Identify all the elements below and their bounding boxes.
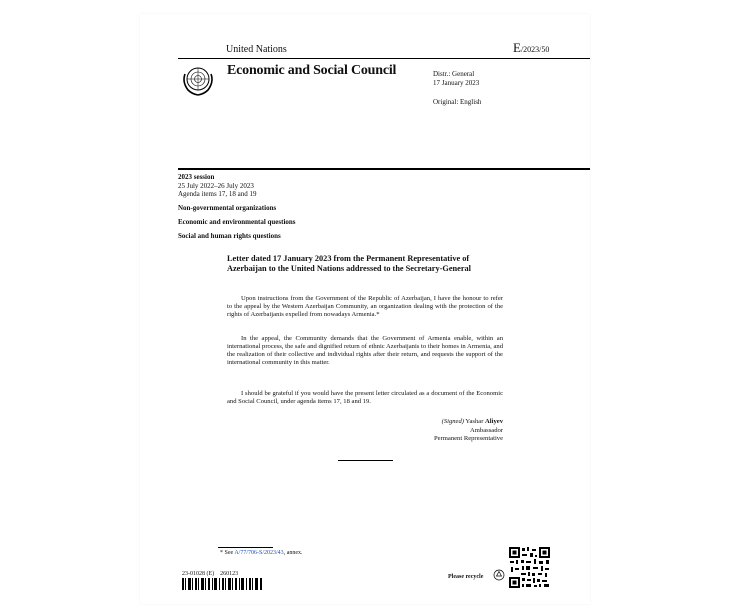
- footnote-suffix: , annex.: [283, 550, 303, 556]
- signer-role: Ambassador: [470, 426, 503, 434]
- signer-line: [395, 418, 503, 427]
- session-agenda: Agenda items 17, 18 and 19: [178, 190, 257, 199]
- footnote-rule: [218, 547, 273, 548]
- recycle-label: Please recycle: [448, 574, 484, 580]
- letter-paragraph: I should be grateful if you would have the present letter circulated as a document of the Economic and Social Council, under agenda items 17, 18 and 19.: [227, 390, 503, 406]
- footnote-marker: * See: [220, 550, 234, 556]
- end-rule: [338, 460, 393, 461]
- agenda-item: Economic and environmental questions: [178, 218, 296, 226]
- session-dates: 25 July 2022–26 July 2023: [178, 181, 254, 190]
- signer-last-name: Aliyev: [485, 418, 503, 425]
- document-symbol: [513, 40, 549, 56]
- footnote: [220, 550, 303, 556]
- org-name: United Nations: [226, 44, 287, 55]
- footnote-link[interactable]: A/77/706-S/2023/43: [234, 550, 284, 556]
- signer-first-name: Yashar: [465, 418, 484, 425]
- agenda-item: Social and human rights questions: [178, 232, 281, 240]
- signature-block: [395, 418, 503, 444]
- signer-title: Permanent Representative: [433, 435, 503, 442]
- session-block: [178, 173, 257, 199]
- session-title: 2023 session: [178, 173, 215, 181]
- barcode-icon: [182, 578, 262, 590]
- signed-marker: (Signed): [441, 418, 464, 425]
- recycle-icon: [493, 569, 505, 581]
- session-rule: [178, 168, 590, 170]
- letter-title: Letter dated 17 January 2023 from the Permanent Representative of Azerbaijan to the United Nations addressed to the Secretary-General: [227, 254, 471, 273]
- document-number: 23-01028 (E) 260123: [182, 571, 239, 577]
- council-name: Economic and Social Council: [227, 63, 397, 78]
- distribution: Distr.: General: [433, 70, 475, 78]
- letter-paragraph: In the appeal, the Community demands that the Government of Armenia enable, within an international process, the safe and dignified return of ethnic Azerbaijanis to their homes in Armenia, and the realization of their collective and individual rights after their return, and requests the support of the international community in this matter.: [227, 335, 503, 367]
- header-rule: [178, 58, 590, 59]
- distribution-block: [433, 70, 479, 88]
- issue-date: 17 January 2023: [433, 79, 480, 87]
- agenda-item: Non-governmental organizations: [178, 204, 277, 212]
- letter-paragraph: Upon instructions from the Government of the Republic of Azerbaijan, I have the honour to refer to the appeal by the Western Azerbaijan Community, an organization dealing with the protection of the rights of Azerbaijanis expelled from nowadays Armenia.*: [227, 295, 503, 319]
- original-language: Original: English: [433, 98, 482, 106]
- un-emblem-icon: [180, 62, 216, 98]
- qr-code-icon: [508, 546, 551, 589]
- symbol-letter: E: [513, 40, 521, 55]
- document-page: [140, 14, 590, 604]
- symbol-number: /2023/50: [520, 45, 550, 54]
